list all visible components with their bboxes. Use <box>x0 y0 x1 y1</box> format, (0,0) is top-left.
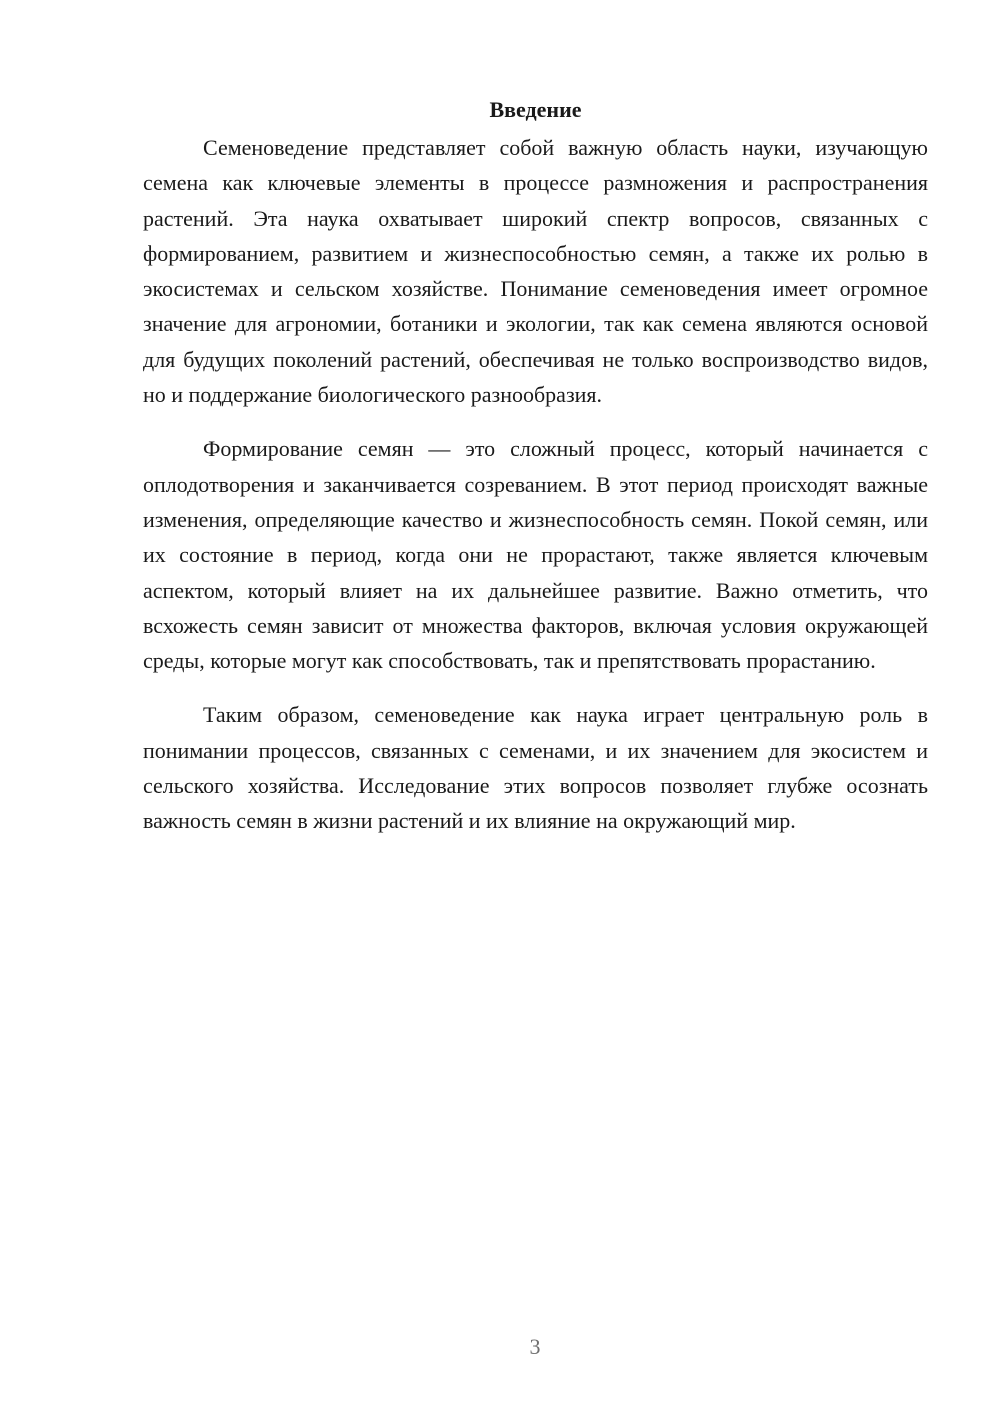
paragraph-introduction: Семеноведение представляет собой важную область науки, изучающую семена как ключевые элементы в процессе размножения и распространения растений. Эта наука охватывает широкий спектр вопросов, связанных с формированием, развитием и жизнеспособностью семян, а также их ролью в экосистемах и сельском хозяйстве. Понимание семеноведения имеет огромное значение для агрономии, ботаники и экологии, так как семена являются основой для будущих поколений растений, обеспечивая не только воспроизводство видов, но и поддержание биологического разнообразия. <box>143 135 928 408</box>
paragraph-seed-formation: Формирование семян — это сложный процесс, который начинается с оплодотворения и заканчивается созреванием. В этот период происходят важные изменения, определяющие качество и жизнеспособность семян. Покой семян, или их состояние в период, когда они не прорастают, также является ключевым аспектом, который влияет на их дальнейшее развитие. Важно отметить, что всхожесть семян зависит от множества факторов, включая условия окружающей среды, которые могут как способствовать, так и препятствовать прорастанию. <box>143 436 928 674</box>
page-number: 3 <box>529 1334 541 1359</box>
paragraph-conclusion: Таким образом, семеноведение как наука играет центральную роль в понимании процессов, связанных с семенами, и их значением для экосистем и сельского хозяйства. Исследование этих вопросов позволяет глубже осознать важность семян в жизни растений и их влияние на окружающий мир. <box>143 702 928 834</box>
page-content <box>143 94 928 858</box>
section-heading: Введение <box>489 97 582 122</box>
